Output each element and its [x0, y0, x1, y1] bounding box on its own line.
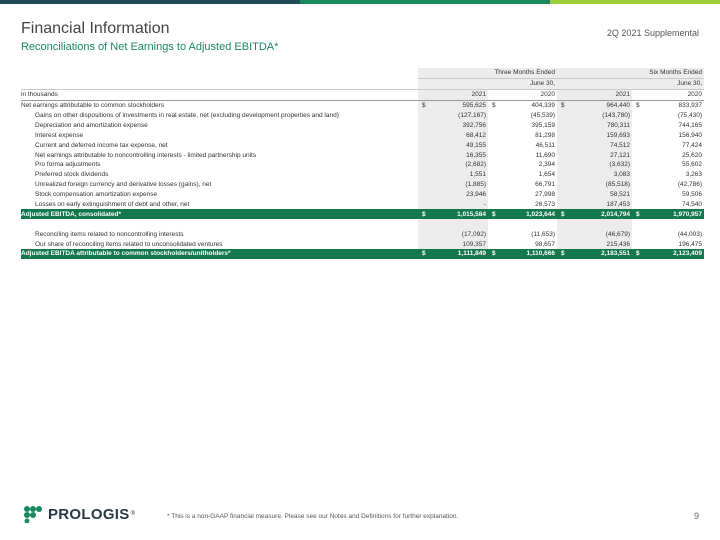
table-row — [21, 130, 704, 140]
currency-symbol: $ — [488, 249, 498, 259]
currency-symbol: $ — [488, 100, 498, 110]
spacer-cell — [642, 219, 704, 229]
currency-symbol — [632, 130, 642, 140]
table-row — [21, 200, 704, 210]
table-row — [21, 120, 704, 130]
row-value: 2,394 — [538, 161, 556, 169]
currency-symbol: $ — [632, 249, 642, 259]
row-value: 1,110,666 — [498, 249, 557, 259]
currency-symbol — [418, 130, 428, 140]
currency-symbol — [488, 120, 498, 130]
supplemental-label: 2Q 2021 Supplemental — [606, 28, 699, 38]
top-accent-bar — [0, 0, 720, 4]
row-value: 49,155 — [428, 140, 488, 150]
row-value: 1,111,849 — [428, 249, 488, 259]
row-value: (3,632) — [567, 160, 632, 170]
currency-symbol — [632, 170, 642, 180]
row-value: 1,023,644 — [498, 209, 557, 219]
row-value: 2,183,551 — [567, 249, 632, 259]
row-label: Net earnings attributable to common stockholders — [21, 100, 418, 110]
row-value: (46,679) — [567, 229, 632, 239]
currency-symbol — [557, 229, 567, 239]
currency-symbol — [418, 140, 428, 150]
row-value: 66,791 — [535, 181, 556, 189]
page-title: Financial Information — [21, 20, 170, 37]
row-value: 392,756 — [428, 120, 488, 130]
currency-symbol — [488, 229, 498, 239]
row-value: (85,518) — [567, 180, 632, 190]
six-months-header: Six Months Ended — [557, 68, 704, 78]
row-value: (45,539) — [530, 112, 556, 119]
row-value: 744,165 — [678, 121, 703, 129]
row-value: (127,167) — [428, 111, 488, 121]
row-value: 27,121 — [567, 150, 632, 160]
row-value: 395,159 — [531, 121, 556, 129]
row-label: Our share of reconciling items related to unconsolidated ventures — [35, 240, 223, 248]
currency-symbol: $ — [557, 100, 567, 110]
accent-bar-lime — [550, 0, 720, 4]
table-row — [21, 100, 704, 110]
spacer-cell — [418, 219, 428, 229]
table-row — [21, 111, 704, 121]
logo-registered-mark: ® — [130, 511, 135, 517]
row-value: (1,885) — [428, 180, 488, 190]
year-header: 2020 — [642, 89, 704, 100]
row-value: 3,263 — [685, 171, 703, 179]
currency-symbol — [557, 239, 567, 249]
currency-symbol — [557, 140, 567, 150]
spacer-cell — [567, 219, 632, 229]
currency-symbol — [488, 190, 498, 200]
logo-text: PROLOGIS — [48, 505, 130, 523]
currency-symbol — [418, 120, 428, 130]
currency-symbol — [488, 150, 498, 160]
row-value: 780,311 — [567, 120, 632, 130]
currency-symbol: $ — [418, 100, 428, 110]
currency-symbol — [632, 150, 642, 160]
row-value: (143,780) — [567, 111, 632, 121]
row-value: 833,937 — [642, 100, 704, 110]
row-value: 58,521 — [567, 190, 632, 200]
subtotal-row — [21, 209, 704, 219]
spacer-cell — [498, 219, 557, 229]
currency-symbol: $ — [557, 249, 567, 259]
currency-symbol — [632, 111, 642, 121]
currency-symbol — [557, 120, 567, 130]
row-value: 11,690 — [535, 151, 556, 159]
page-subtitle: Reconciliations of Net Earnings to Adjusted EBITDA* — [21, 41, 279, 53]
row-value: 2,014,794 — [567, 209, 632, 219]
currency-symbol — [418, 239, 428, 249]
currency-symbol — [632, 200, 642, 210]
currency-symbol: $ — [418, 209, 428, 219]
row-value: 595,625 — [428, 100, 488, 110]
row-value: (11,653) — [531, 230, 556, 238]
currency-symbol — [418, 229, 428, 239]
spacer-cell — [557, 219, 567, 229]
currency-symbol — [632, 229, 642, 239]
table-row — [21, 160, 704, 170]
spacer-cell — [632, 219, 642, 229]
currency-symbol — [418, 150, 428, 160]
currency-symbol: $ — [632, 100, 642, 110]
currency-symbol — [488, 140, 498, 150]
currency-symbol — [557, 160, 567, 170]
currency-symbol — [488, 111, 498, 121]
currency-symbol — [632, 140, 642, 150]
row-label: Unrealized foreign currency and derivative losses (gains), net — [35, 181, 212, 189]
row-label: Adjusted EBITDA attributable to common stockholders/unitholders* — [21, 249, 418, 259]
row-label: Preferred stock dividends — [35, 171, 109, 179]
row-value: 1,015,584 — [428, 209, 488, 219]
currency-symbol — [488, 239, 498, 249]
currency-symbol — [632, 190, 642, 200]
row-value: 23,946 — [428, 190, 488, 200]
currency-symbol — [632, 160, 642, 170]
currency-symbol — [557, 111, 567, 121]
row-label: Gains on other dispositions of investments in real estate, net (excluding development properties and land) — [35, 112, 339, 119]
row-value: 1,970,957 — [642, 209, 704, 219]
spacer-row — [21, 219, 704, 229]
row-value: 16,355 — [428, 150, 488, 160]
row-value: 109,357 — [428, 239, 488, 249]
row-label: Net earnings attributable to noncontrolling interests - limited partnership units — [35, 151, 257, 159]
logo-icon — [23, 505, 43, 523]
accent-bar-green — [300, 0, 550, 4]
table-row — [21, 229, 704, 239]
currency-symbol — [557, 130, 567, 140]
currency-symbol: $ — [632, 209, 642, 219]
row-value: 27,998 — [535, 191, 556, 199]
row-value: 2,123,409 — [642, 249, 704, 259]
currency-symbol — [488, 180, 498, 190]
row-value: 59,506 — [682, 191, 703, 199]
currency-symbol — [488, 170, 498, 180]
row-value: (42,786) — [677, 181, 703, 189]
total-row — [21, 249, 704, 259]
row-value: 25,620 — [682, 151, 703, 159]
row-label: Reconciling items related to noncontrolling interests — [35, 230, 184, 238]
currency-symbol — [418, 111, 428, 121]
row-label: Adjusted EBITDA, consolidated* — [21, 209, 418, 219]
currency-symbol — [632, 180, 642, 190]
currency-symbol — [418, 200, 428, 210]
row-value: 196,475 — [678, 240, 703, 248]
row-value: 1,551 — [428, 170, 488, 180]
row-label: Interest expense — [35, 131, 84, 139]
three-months-period: June 30, — [418, 78, 557, 89]
header-period-row — [21, 78, 704, 89]
currency-symbol — [557, 180, 567, 190]
year-header: 2021 — [428, 89, 488, 100]
year-header: 2021 — [567, 89, 632, 100]
currency-symbol: $ — [557, 209, 567, 219]
currency-symbol — [557, 200, 567, 210]
header-year-row — [21, 89, 704, 100]
three-months-header: Three Months Ended — [418, 68, 557, 78]
row-value: 187,453 — [567, 200, 632, 210]
row-label: Depreciation and amortization expense — [35, 121, 148, 129]
units-label: in thousands — [21, 89, 418, 100]
row-value: 1,654 — [538, 171, 556, 179]
row-value: (17,092) — [428, 229, 488, 239]
row-value: (2,682) — [428, 160, 488, 170]
currency-symbol — [632, 120, 642, 130]
table-row — [21, 239, 704, 249]
row-value: - — [428, 200, 488, 210]
row-value: 68,412 — [428, 130, 488, 140]
row-value: 55,602 — [682, 161, 703, 169]
row-value: 46,511 — [535, 141, 556, 149]
page-number: 9 — [693, 511, 699, 521]
currency-symbol — [418, 170, 428, 180]
row-value: 964,440 — [567, 100, 632, 110]
row-value: 81,298 — [535, 131, 556, 139]
table-row — [21, 170, 704, 180]
table-row — [21, 140, 704, 150]
currency-symbol: $ — [488, 209, 498, 219]
row-value: 26,573 — [535, 201, 556, 209]
currency-symbol — [632, 239, 642, 249]
spacer-cell — [428, 219, 488, 229]
table-row — [21, 180, 704, 190]
prologis-logo — [23, 505, 135, 523]
currency-symbol: $ — [418, 249, 428, 259]
row-value: (75,430) — [677, 112, 703, 119]
currency-symbol — [418, 190, 428, 200]
currency-symbol — [557, 190, 567, 200]
reconciliation-table — [21, 68, 704, 259]
row-value: (44,003) — [677, 230, 703, 238]
row-label: Pro forma adjustments — [35, 161, 101, 169]
header-group-row — [21, 68, 704, 78]
row-value: 74,540 — [682, 201, 703, 209]
row-label: Stock compensation amortization expense — [35, 191, 158, 199]
currency-symbol — [418, 180, 428, 190]
spacer-cell — [21, 219, 418, 229]
currency-symbol — [418, 160, 428, 170]
row-value: 3,083 — [567, 170, 632, 180]
row-value: 159,693 — [567, 130, 632, 140]
currency-symbol — [488, 130, 498, 140]
row-label: Current and deferred income tax expense, net — [35, 141, 168, 149]
six-months-period: June 30, — [557, 78, 704, 89]
spacer-cell — [488, 219, 498, 229]
table-row — [21, 150, 704, 160]
currency-symbol — [488, 200, 498, 210]
row-value: 98,657 — [535, 240, 556, 248]
accent-bar-dark — [0, 0, 300, 4]
footnote: * This is a non-GAAP financial measure. Please see our Notes and Definitions for further explanation. — [167, 513, 459, 520]
row-label: Losses on early extinguishment of debt and other, net — [35, 201, 190, 209]
year-header: 2020 — [498, 89, 557, 100]
table-row — [21, 190, 704, 200]
currency-symbol — [557, 150, 567, 160]
row-value: 215,436 — [567, 239, 632, 249]
currency-symbol — [488, 160, 498, 170]
row-value: 404,339 — [498, 100, 557, 110]
row-value: 156,940 — [678, 131, 703, 139]
row-value: 77,424 — [682, 141, 703, 149]
currency-symbol — [557, 170, 567, 180]
row-value: 74,512 — [567, 140, 632, 150]
